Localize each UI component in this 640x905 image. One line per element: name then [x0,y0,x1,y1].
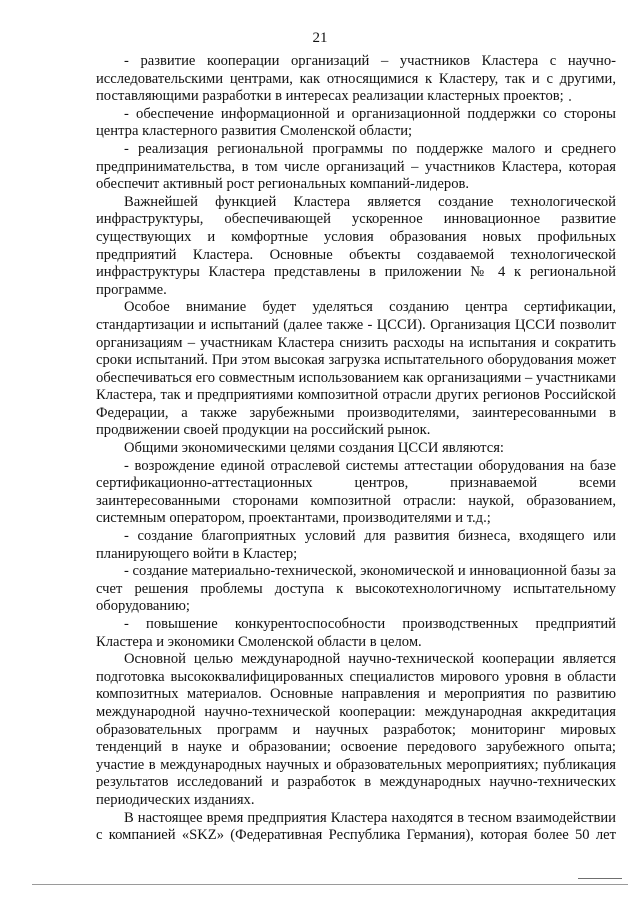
paragraph-goal-competitiveness: - повышение конкурентоспособности производственных предприятий Кластера и экономики Смоленской области в целом. [96,616,616,650]
paragraph-cooperation: - развитие кооперации организаций – участников Кластера с научно-исследовательскими центрами, как относящимися к Кластеру, так и с другими, поставляющими разработки в интересах реализации кластерных проектов; [96,53,616,105]
paragraph-international-cooperation: Основной целью международной научно-технической кооперации является подготовка высококвалифицированных специалистов мирового уровня в области композитных материалов. Основные направления и мероприятия по развитию международной научно-технической кооперации: международная аккредитация образовательных программ и научных разработок; мониторинг мировых тенденций в науке и образовании; освоение передового зарубежного опыта; участие в международных научных и образовательных мероприятиях; публикация результатов исследований и разработок в международных научно-технических периодических изданиях. [96,651,616,808]
paragraph-tech-infrastructure: Важнейшей функцией Кластера является создание технологической инфраструктуры, обеспечивающей ускоренное инновационное развитие существующих и комфортные условия образования новых профильных предприятий Кластера. Основные объекты создаваемой технологической инфраструктуры Кластера представлены в приложении № 4 к региональной программе. [96,193,616,298]
body-text [96,53,616,845]
page-number: 21 [312,30,328,46]
paragraph-skz-collaboration: В настоящее время предприятия Кластера находятся в тесном взаимодействии с компанией «SKZ» (Федеративная Республика Германия), которая более 50 лет [96,809,616,844]
paragraph-certification-center: Особое внимание будет уделяться созданию центра сертификации, стандартизации и испытаний (далее также - ЦССИ). Организация ЦССИ позволит организациям – участникам Кластера снизить расходы на испытания и сократить сроки испытаний. При этом высокая загрузка испытательного оборудования может обеспечиваться его совместным использованием как организациями – участниками Кластера, так и предприятиями композитной отрасли других регионов Российской Федерации, а также зарубежными производителями, заинтересованными в продвижении своей продукции на российский рынок. [96,299,616,439]
paragraph-goal-attestation: - возрождение единой отраслевой системы аттестации оборудования на базе сертификационно-аттестационных центров, признаваемой всеми заинтересованными сторонами композитной отрасли: наукой, образованием, системным оператором, проектантами, производителями и т.д.; [96,457,616,527]
footer-mark [578,878,622,879]
paragraph-info-support: - обеспечение информационной и организационной поддержки со стороны центра кластерного развития Смоленской области; [96,105,616,140]
paragraph-regional-program: - реализация региональной программы по поддержке малого и среднего предпринимательства, в том числе организаций – участников Кластера, которая обеспечит активный рост региональных компаний-лидеров. [96,140,616,193]
paragraph-goals-intro: Общими экономическими целями создания ЦССИ являются: [124,440,504,457]
paragraph-goal-business: - создание благоприятных условий для развития бизнеса, входящего или планирующего войти в Кластер; [96,528,616,562]
paragraph-goal-base: - создание материально-технической, экономической и инновационной базы за счет решения проблемы доступа к высокотехнологичному испытательному оборудованию; [96,563,616,615]
footer-rule [32,884,628,885]
